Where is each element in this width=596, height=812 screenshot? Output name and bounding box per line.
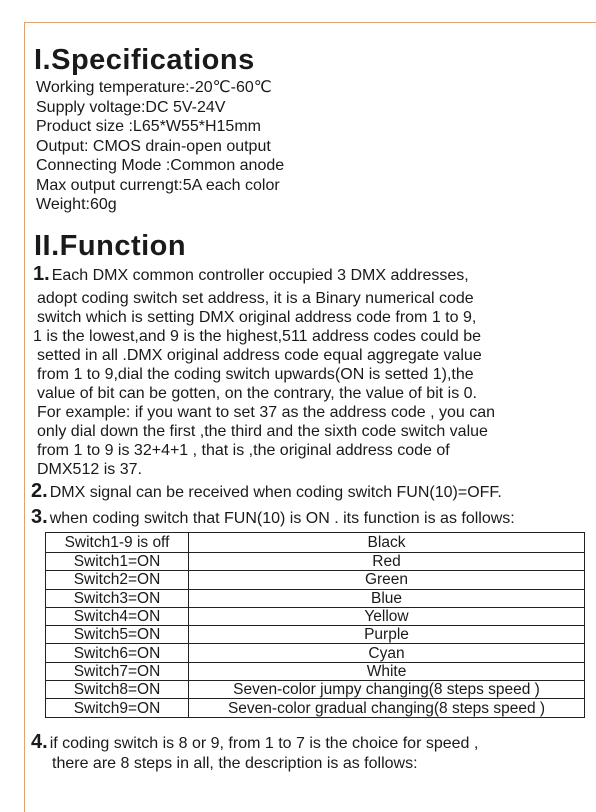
effect-cell: Seven-color jumpy changing(8 steps speed ) xyxy=(189,681,585,699)
item-4-first-line xyxy=(31,733,478,753)
spec-line: Weight:60g xyxy=(36,196,117,213)
item-number: 2. xyxy=(31,480,48,502)
spec-line: Output: CMOS drain-open output xyxy=(36,137,271,155)
switch-cell: Switch3=ON xyxy=(46,589,189,607)
spec-line: Working temperature:-20℃-60℃ xyxy=(36,79,272,96)
table-row xyxy=(46,571,585,589)
effect-cell: White xyxy=(189,662,585,680)
effect-cell: Cyan xyxy=(189,644,585,662)
function-item-3 xyxy=(31,508,515,528)
item-text: Each DMX common controller occupied 3 DMX addresses, xyxy=(51,267,469,284)
item-1-line: setted in all .DMX original address code equal aggregate value xyxy=(37,347,482,364)
function-heading: II.Function xyxy=(34,230,187,262)
effect-cell: Green xyxy=(189,571,585,589)
item-text: if coding switch is 8 or 9, from 1 to 7 is the choice for speed , xyxy=(49,735,479,752)
item-text: when coding switch that FUN(10) is ON . its function is as follows: xyxy=(49,510,515,527)
effect-cell: Seven-color gradual changing(8 steps speed ) xyxy=(189,699,585,717)
item-1-line: 1 is the lowest,and 9 is the highest,511 address codes could be xyxy=(33,328,481,345)
table-row xyxy=(46,626,585,644)
item-number: 4. xyxy=(31,731,48,753)
spec-line: Connecting Mode :Common anode xyxy=(36,157,285,174)
spec-line: Supply voltage:DC 5V-24V xyxy=(36,98,226,116)
item-1-first-line xyxy=(33,265,469,285)
spec-line: Product size :L65*W55*H15mm xyxy=(36,118,261,135)
switch-mode-table xyxy=(45,532,585,718)
table-row xyxy=(46,607,585,625)
item-1-line: only dial down the first ,the third and the sixth code switch value xyxy=(37,423,488,440)
item-1-line: value of bit can be gotten, on the contrary, the value of bit is 0. xyxy=(37,385,477,402)
table-row xyxy=(46,533,585,553)
item-1-line: DMX512 is 37. xyxy=(37,461,142,478)
table-row xyxy=(46,699,585,717)
switch-cell: Switch6=ON xyxy=(46,644,189,662)
item-text: DMX signal can be received when coding switch FUN(10)=OFF. xyxy=(49,484,502,501)
table-row xyxy=(46,589,585,607)
table-row xyxy=(46,662,585,680)
switch-cell: Switch1=ON xyxy=(46,553,189,571)
switch-cell: Switch7=ON xyxy=(46,662,189,680)
switch-cell: Switch2=ON xyxy=(46,571,189,589)
switch-cell: Switch8=ON xyxy=(46,681,189,699)
table-row xyxy=(46,681,585,699)
item-1-line: switch which is setting DMX original address code from 1 to 9, xyxy=(37,309,477,326)
switch-cell: Switch5=ON xyxy=(46,626,189,644)
effect-cell: Yellow xyxy=(189,607,585,625)
switch-cell: Switch4=ON xyxy=(46,607,189,625)
effect-cell: Purple xyxy=(189,626,585,644)
effect-cell: Red xyxy=(189,553,585,571)
effect-cell: Blue xyxy=(189,589,585,607)
switch-cell: Switch1-9 is off xyxy=(46,533,189,553)
specifications-heading: I.Specifications xyxy=(34,44,255,76)
spec-line: Max output currengt:5A each color xyxy=(36,176,280,194)
item-1-line: adopt coding switch set address, it is a Binary numerical code xyxy=(37,290,474,307)
switch-cell: Switch9=ON xyxy=(46,699,189,717)
item-4-line: there are 8 steps in all, the description is as follows: xyxy=(52,755,418,772)
table-row xyxy=(46,644,585,662)
item-number: 1. xyxy=(33,263,50,285)
item-1-line: from 1 to 9 is 32+4+1 , that is ,the original address code of xyxy=(37,442,450,459)
item-1-line: from 1 to 9,dial the coding switch upwards(ON is setted 1),the xyxy=(37,366,474,383)
item-number: 3. xyxy=(31,506,48,528)
table-row xyxy=(46,553,585,571)
function-item-2 xyxy=(31,482,502,502)
item-1-line: For example: if you want to set 37 as the address code , you can xyxy=(37,404,496,421)
effect-cell: Black xyxy=(189,533,585,553)
